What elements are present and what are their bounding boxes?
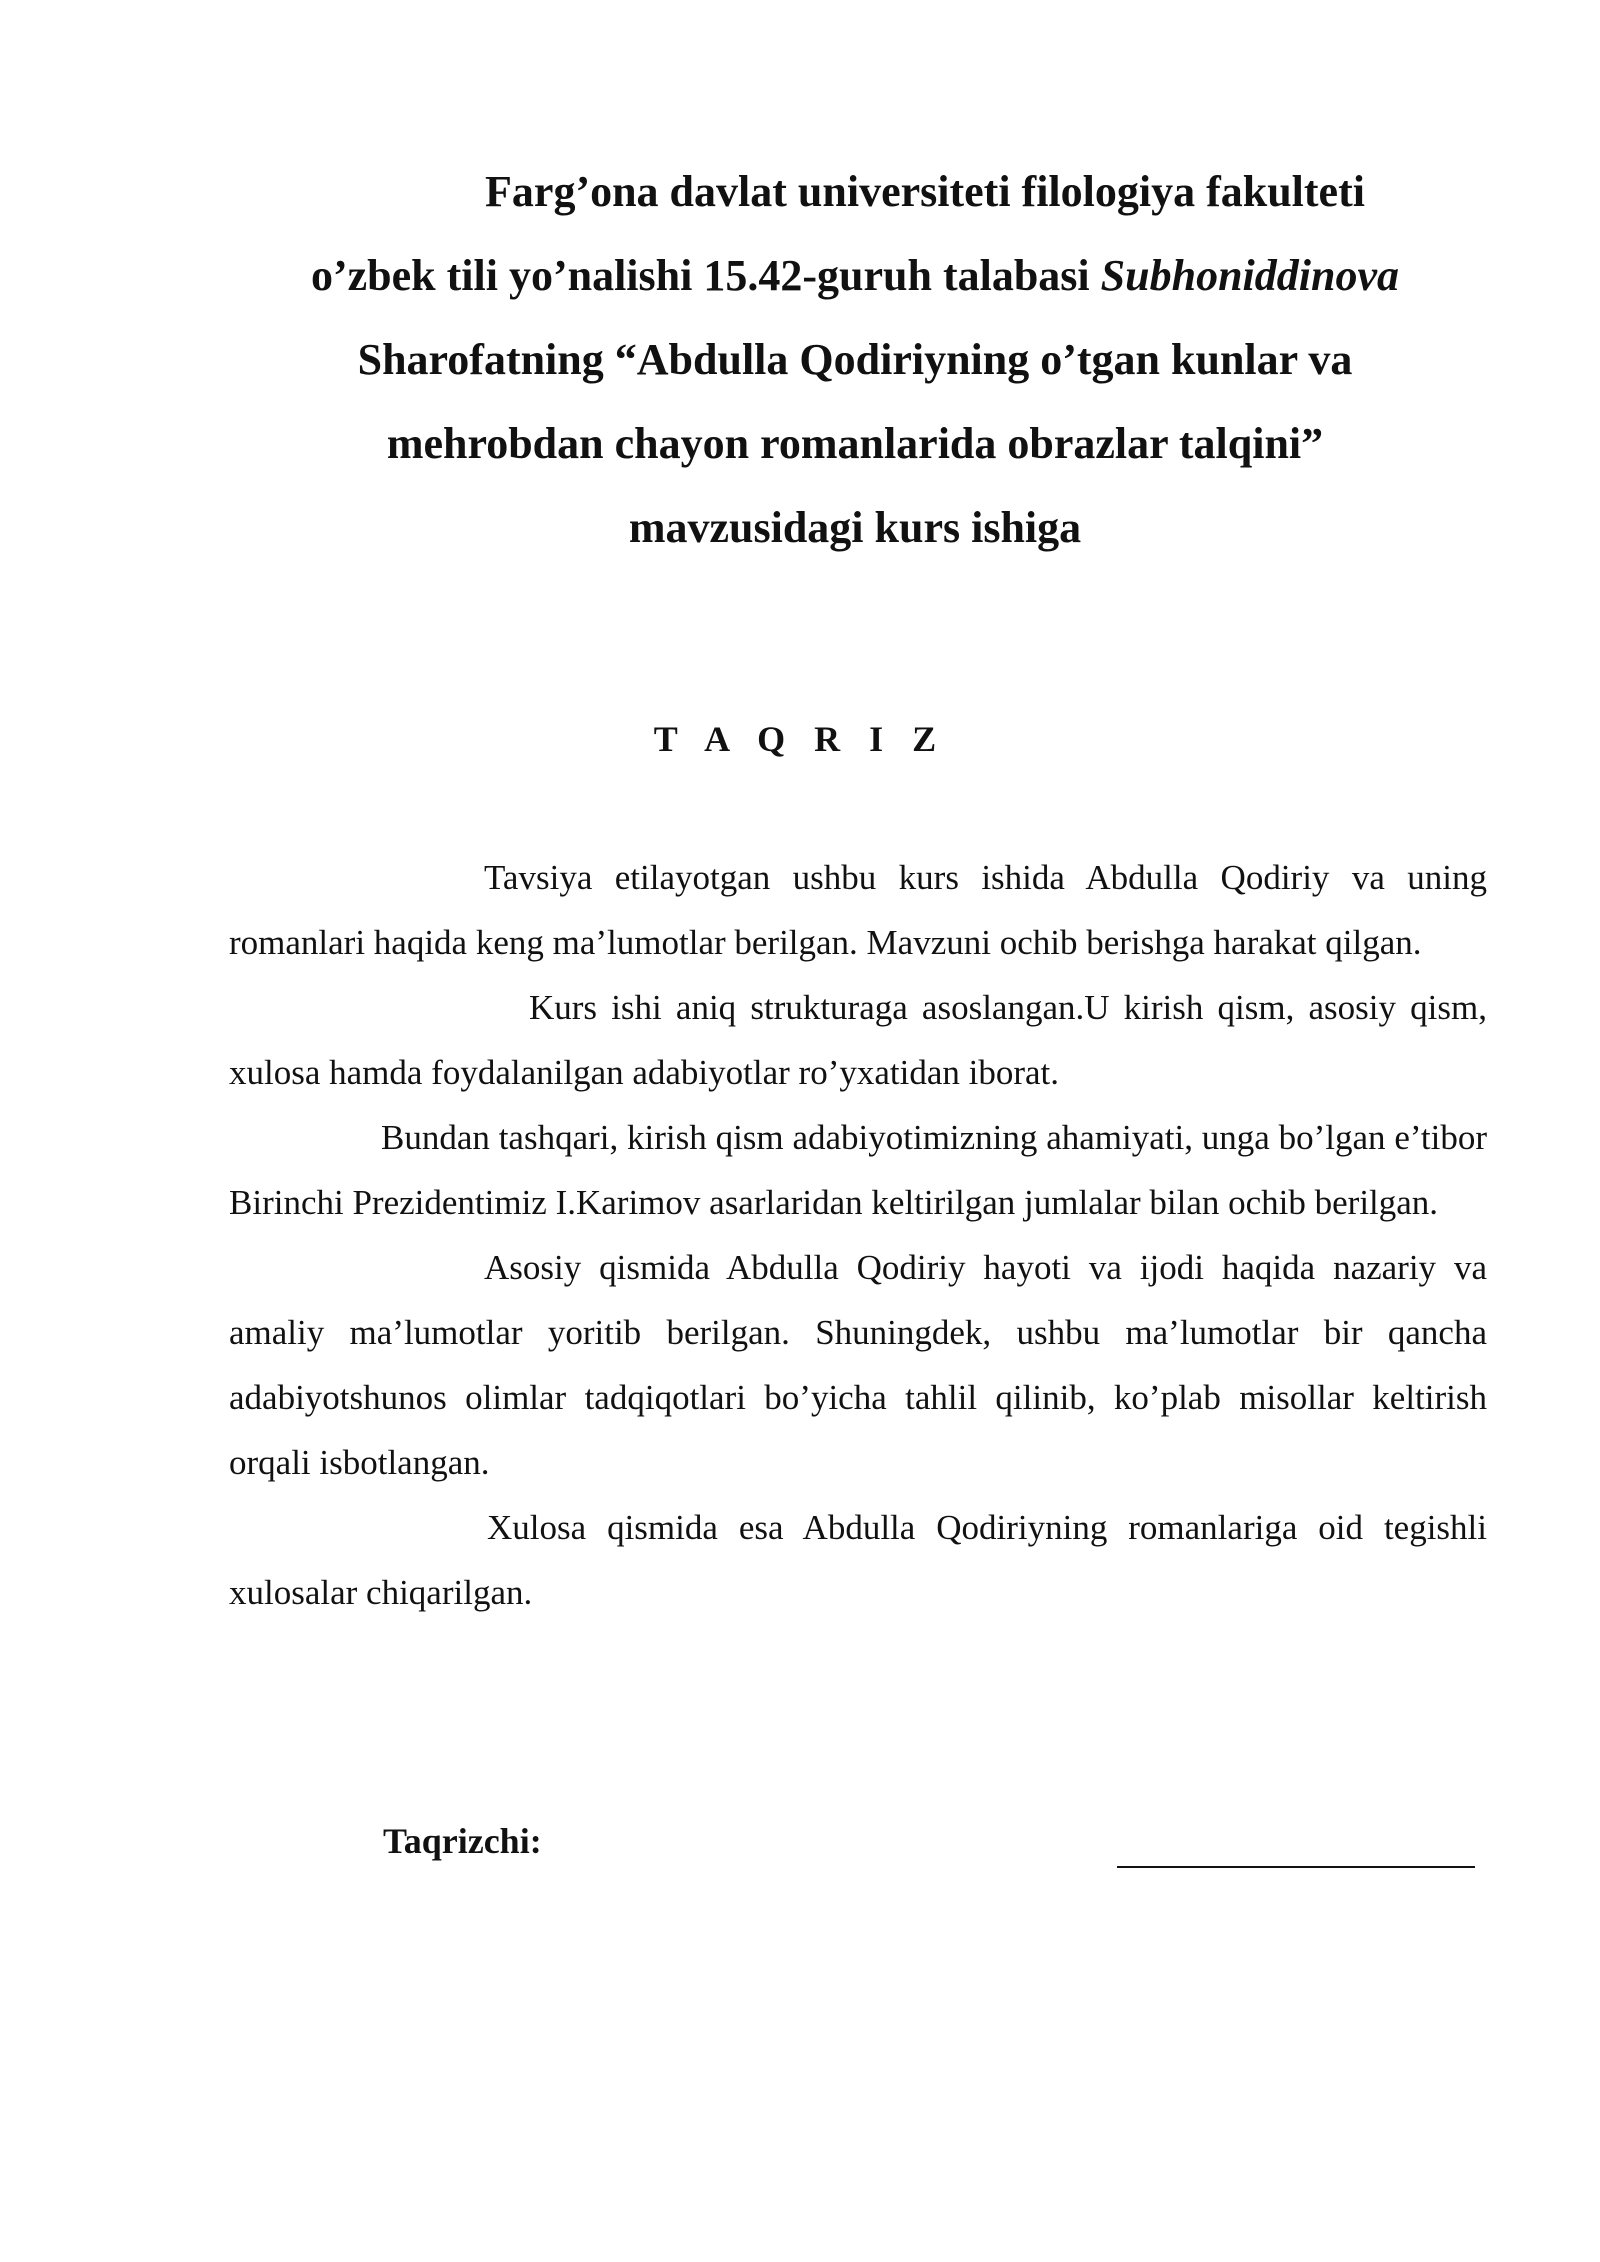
- paragraph: Tavsiya etilayotgan ushbu kurs ishida Abdulla Qodiriy va uning romanlari haqida keng ma’lumotlar berilgan. Mavzuni ochib berishga harakat qilgan.: [229, 858, 1487, 962]
- signature-label: Taqrizchi:: [383, 1821, 542, 1861]
- heading-line: mehrobdan chayon romanlarida obrazlar talqini”: [386, 419, 1324, 468]
- heading-line: mavzusidagi kurs ishiga: [628, 503, 1082, 552]
- paragraph: Asosiy qismida Abdulla Qodiriy hayoti va ijodi haqida nazariy va amaliy ma’lumotlar yoritib berilgan. Shuningdek, ushbu ma’lumotlar bir qancha adabiyotshunos olimlar tadqiqotlari bo’yicha tahlil qilinib, ko’plab misollar keltirish orqali isbotlangan.: [229, 1248, 1487, 1482]
- signature-line: [1117, 1866, 1475, 1868]
- paragraph: Kurs ishi aniq strukturaga asoslangan.U kirish qism, asosiy qism, xulosa hamda foydalanilgan adabiyotlar ro’yxatidan iborat.: [229, 988, 1487, 1092]
- heading-line-text: o’zbek tili yo’nalishi 15.42-guruh talabasi: [310, 251, 1101, 300]
- heading-line: Farg’ona davlat universiteti filologiya fakulteti: [485, 167, 1365, 216]
- heading-line: Sharofatning “Abdulla Qodiriyning o’tgan kunlar va: [357, 335, 1353, 384]
- student-name: Subhoniddinova: [1100, 251, 1399, 300]
- heading-line: [240, 234, 1470, 318]
- paragraph: Xulosa qismida esa Abdulla Qodiriyning romanlariga oid tegishli xulosalar chiqarilgan.: [229, 1508, 1487, 1612]
- review-title: T A Q R I Z: [653, 719, 947, 759]
- review-body: [229, 845, 1487, 1625]
- document-heading: [240, 150, 1470, 570]
- paragraph: Bundan tashqari, kirish qism adabiyotimizning ahamiyati, unga bo’lgan e’tibor Birinchi Prezidentimiz I.Karimov asarlaridan keltirilgan jumlalar bilan ochib berilgan.: [229, 1118, 1487, 1222]
